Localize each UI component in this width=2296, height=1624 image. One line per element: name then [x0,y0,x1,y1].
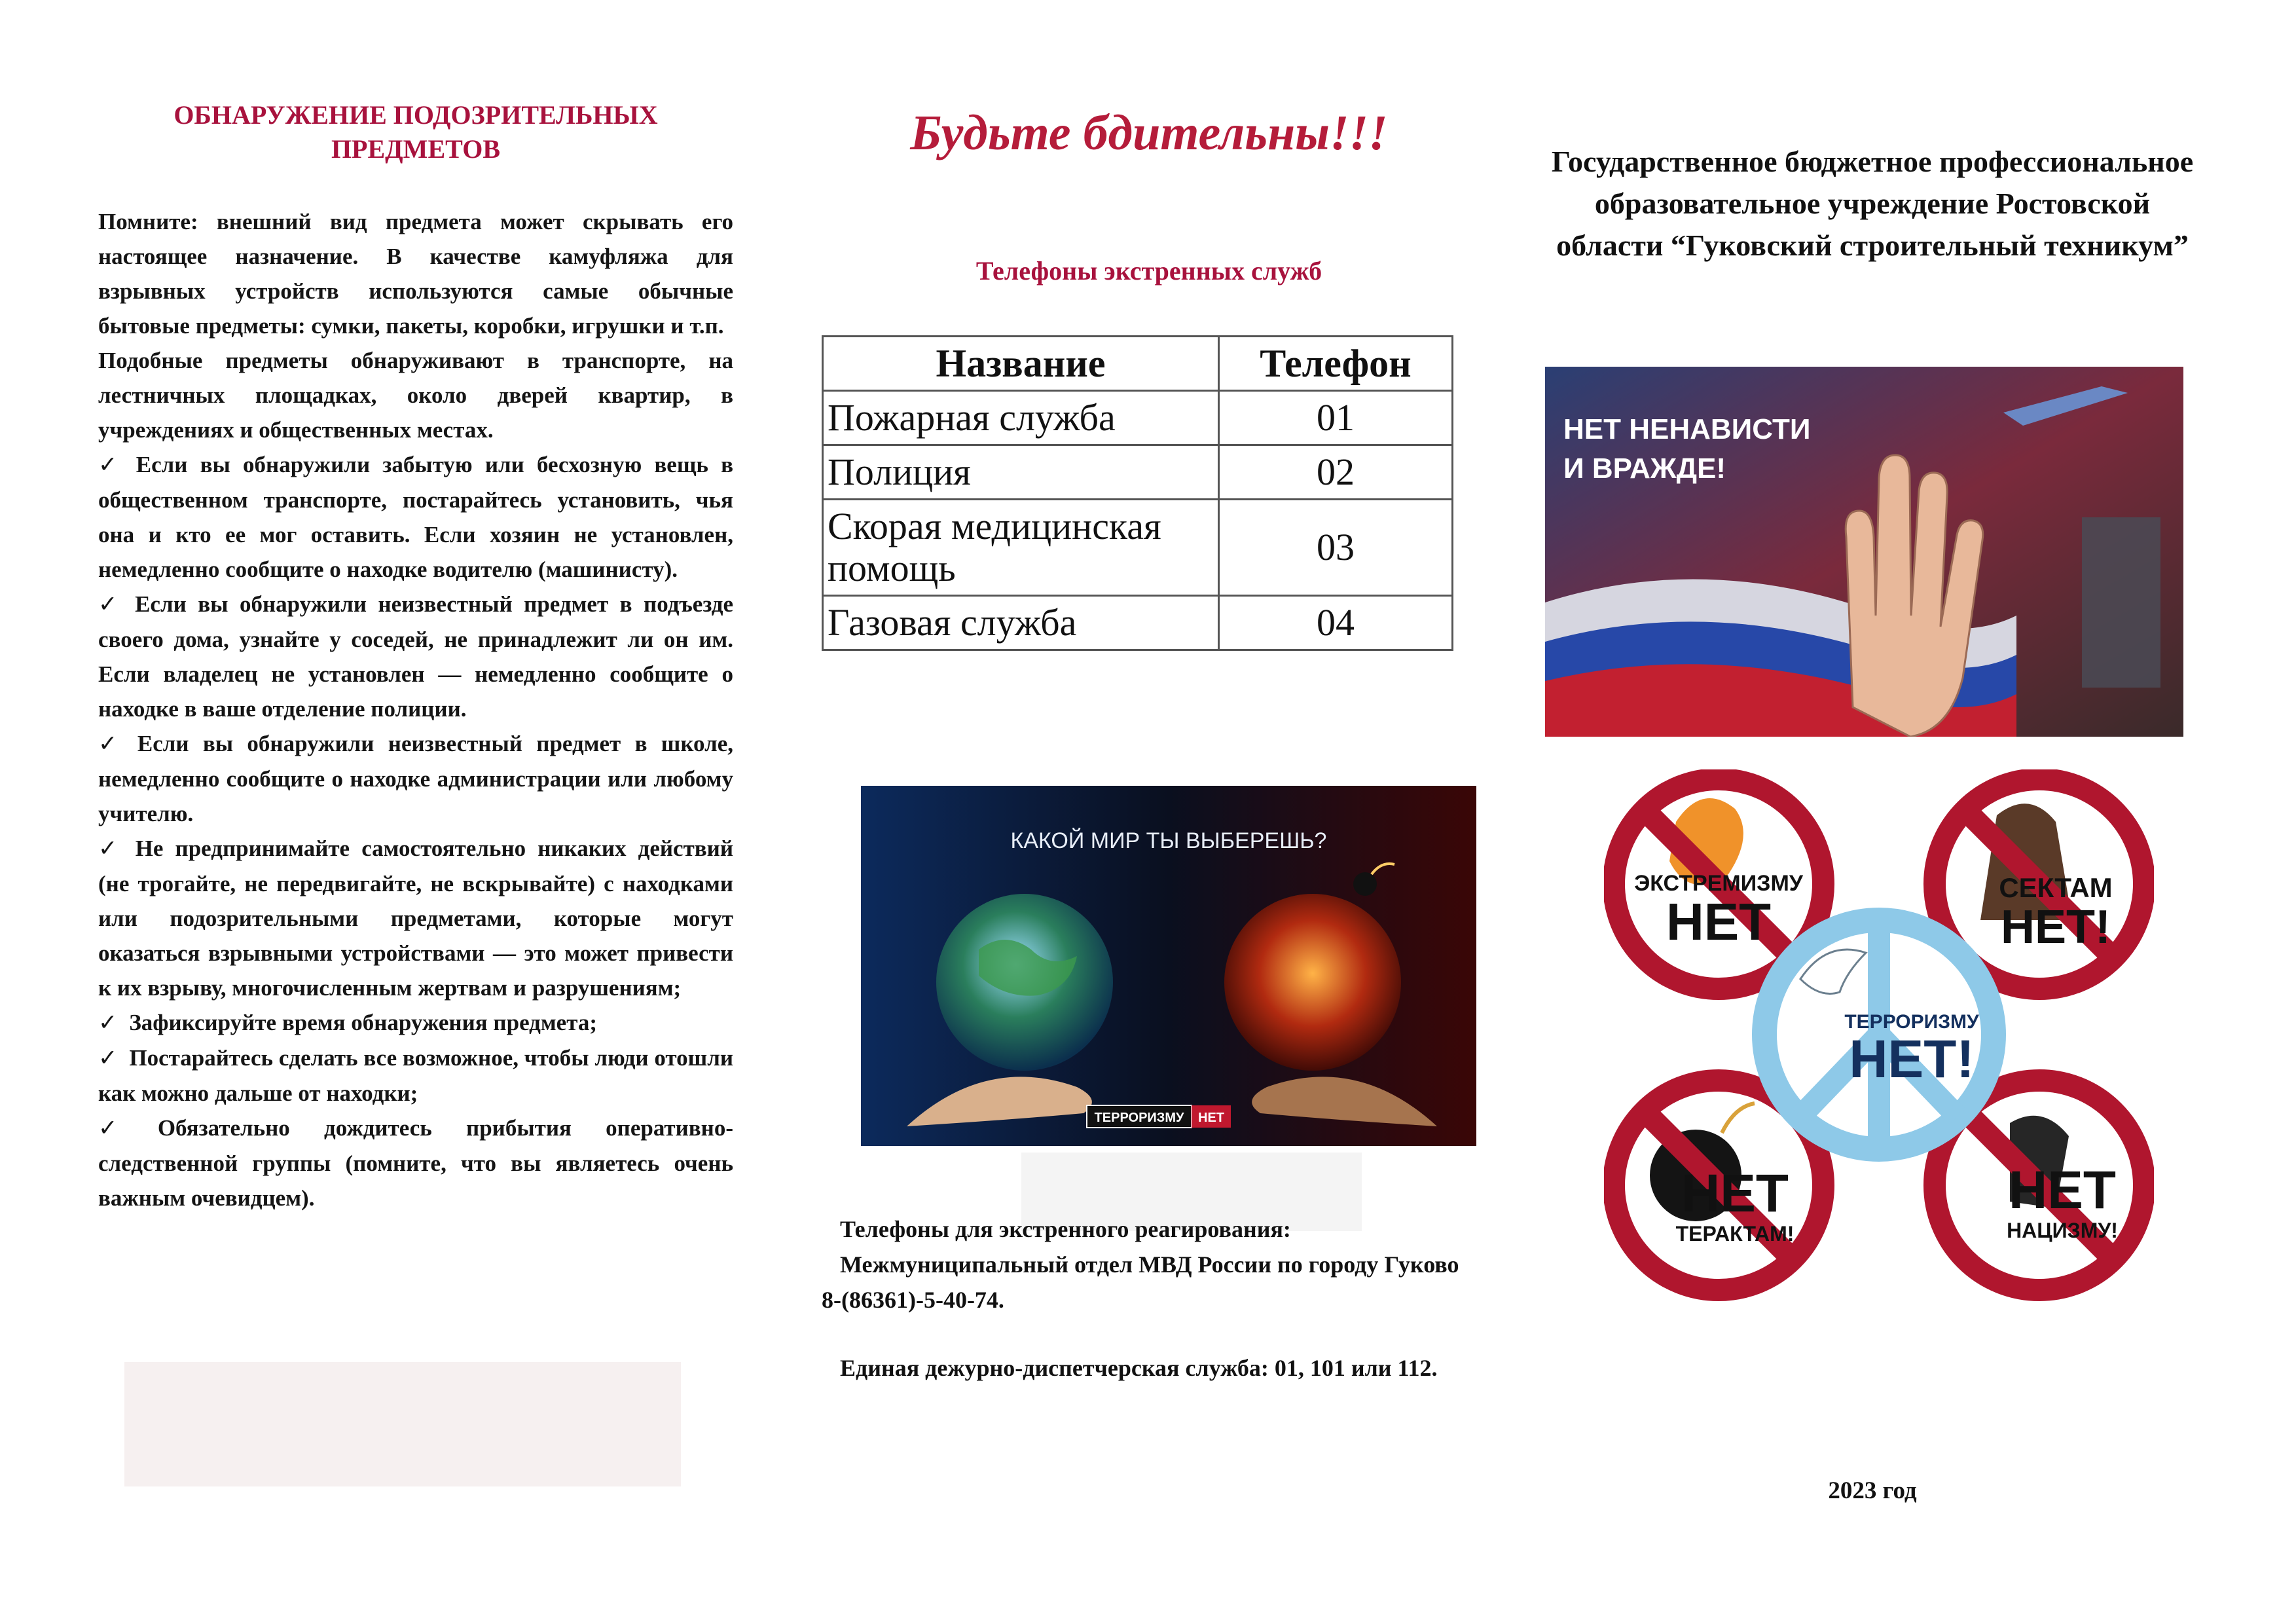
no-hatred-banner [1545,367,2183,737]
ruined-building-icon [2082,517,2160,688]
list-item: ✓ Если вы обнаружили забытую или бесхозную вещь в общественном транспорте, постарайтесь установить, чья она и кто ее мог оставить. Если хозяин не установлен, немедленно сообщите о находке водителю (машинисту). [98,452,733,582]
right-panel [1545,0,2200,1624]
poster-caption: КАКОЙ МИР ТЫ ВЫБЕРЕШЬ? [1010,828,1327,853]
service-phone: 01 [1219,391,1453,445]
burning-earth-icon [1224,894,1401,1071]
check-icon: ✓ [98,452,124,478]
left-panel [98,0,733,1624]
check-icon: ✓ [98,591,124,618]
table-row [823,391,1453,445]
check-icon: ✓ [98,1045,118,1071]
banner-line-2: И ВРАЖДЕ! [1563,452,1726,485]
list-item: ✓ Если вы обнаружили неизвестный предмет в школе, немедленно сообщите о находке администрации или любому учителю. [98,731,733,826]
column-header-name: Название [823,337,1219,391]
emergency-phones-table [822,335,1453,651]
list-item: ✓ Постарайтесь сделать все возможное, чтобы люди отошли как можно дальше от находки; [98,1045,733,1106]
svg-text:НЕТ: НЕТ [1666,893,1771,951]
service-phone: 03 [1219,500,1453,596]
svg-text:СЕКТАМ: СЕКТАМ [1999,872,2113,903]
svg-text:НАЦИЗМУ!: НАЦИЗМУ! [2007,1219,2118,1242]
places-paragraph: Подобные предметы обнаруживают в транспорте, на лестничных площадках, около дверей квартир, в учреждениях и общественных местах. [98,348,733,443]
list-item: ✓ Обязательно дождитесь прибытия оперативно-следственной группы (помните, что вы являетесь очень важным очевидцем). [98,1115,734,1211]
check-icon: ✓ [98,731,126,757]
list-item: ✓ Не предпринимайте самостоятельно никаких действий (не трогайте, не передвигайте, не вскрывайте) с находками или подозрительными предметами, которые могут оказаться взрывными устройствами — это может привести к их взрыву, многочисленным жертвам и разрушениям; [98,836,733,1001]
service-name: Пожарная служба [823,391,1219,445]
mvd-contact: Межмуниципальный отдел МВД России по городу Гуково 8-(86361)-5-40-74. [822,1251,1459,1313]
check-icon: ✓ [98,1115,146,1141]
emergency-phones-title: Телефоны экстренных служб [975,256,1322,286]
check-icon: ✓ [98,836,124,862]
svg-text:НЕТ: НЕТ [2009,1160,2116,1220]
terrorism-no-tag [1087,1105,1231,1128]
column-header-phone: Телефон [1219,337,1453,391]
svg-text:ТЕРРОРИЗМУ: ТЕРРОРИЗМУ [1844,1011,1979,1033]
svg-text:НЕТ!: НЕТ! [2001,901,2111,953]
no-terrorism-peace-sign [1764,920,1994,1149]
svg-text:ТЕРРОРИЗМУ: ТЕРРОРИЗМУ [1094,1111,1184,1125]
svg-text:НЕТ: НЕТ [1198,1111,1224,1125]
list-item: ✓ Зафиксируйте время обнаружения предмета; [98,1010,597,1036]
service-phone: 02 [1219,445,1453,500]
vigilance-slogan: Будьте бдительны!!! [910,105,1388,160]
middle-panel [822,0,1476,1624]
remember-label: Помните: [98,209,198,234]
intro-text: внешний вид предмета может скрывать его настоящее назначение. В качестве камуфляжа для взрывных устройств используются самые обычные бытовые предметы: сумки, пакеты, коробки, игрушки и т.п. [98,209,733,339]
service-phone: 04 [1219,596,1453,650]
service-name: Полиция [823,445,1219,500]
table-header-row [823,337,1453,391]
svg-text:ТЕРАКТАМ!: ТЕРАКТАМ! [1675,1222,1795,1246]
publication-year: 2023 год [1828,1477,1917,1504]
service-name: Скорая медицинская помощь [823,500,1219,596]
suspicious-items-title: ОБНАРУЖЕНИЕ ПОДОЗРИТЕЛЬНЫХ ПРЕДМЕТОВ [173,100,658,164]
table-row [823,500,1453,596]
service-name: Газовая служба [823,596,1219,650]
list-item: ✓ Если вы обнаружили неизвестный предмет в подъезде своего дома, узнайте у соседей, не принадлежит ли он им. Если владелец не установлен — немедленно сообщите о находке в ваше отделение полиции. [98,591,734,722]
prohibition-signs-collage [1604,769,2154,1303]
edds-contact: Единая дежурно-диспетчерская служба: 01, 101 или 112. [840,1355,1438,1381]
emergency-contacts [822,1211,1476,1386]
remember-paragraph [98,204,733,343]
which-world-poster [861,786,1476,1146]
banner-line-1: НЕТ НЕНАВИСТИ [1563,413,1811,445]
svg-text:НЕТ!: НЕТ! [1849,1029,1975,1089]
institution-name: Государственное бюджетное профессиональное образовательное учреждение Ростовской области “Гуковский строительный техникум” [1551,145,2194,262]
svg-text:НЕТ: НЕТ [1681,1164,1789,1223]
table-row [823,445,1453,500]
table-row [823,596,1453,650]
check-icon: ✓ [98,1010,118,1036]
svg-text:ЭКСТРЕМИЗМУ: ЭКСТРЕМИЗМУ [1634,871,1803,896]
contacts-heading: Телефоны для экстренного реагирования: [840,1216,1291,1242]
suspicious-items-text [98,204,733,1215]
